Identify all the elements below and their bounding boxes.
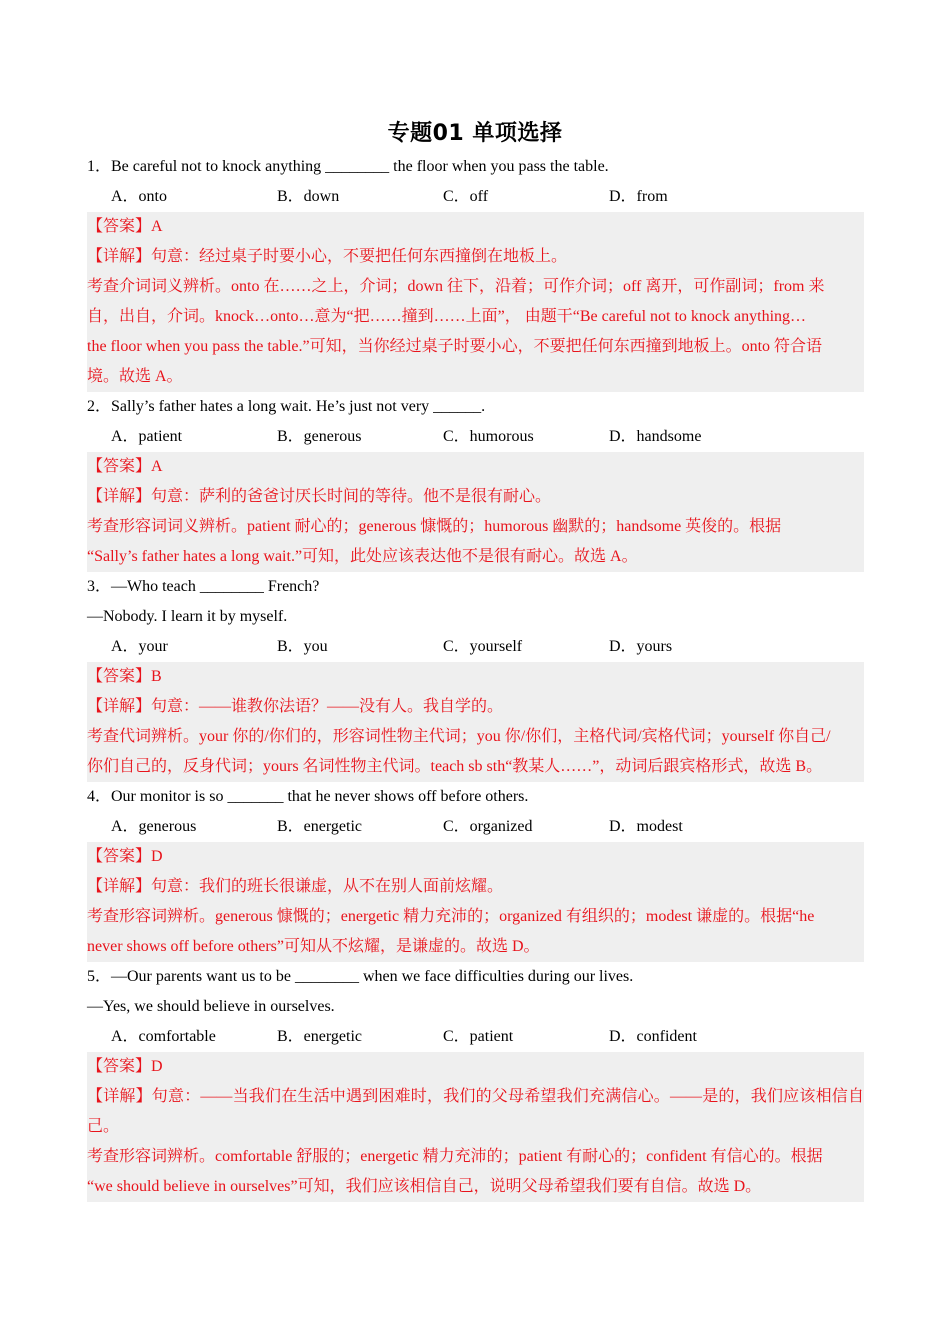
analysis-line: never shows off before others”可知从不炫耀，是谦虚的。故选 D。 (87, 938, 540, 955)
option-b: B．energetic (277, 1028, 363, 1045)
option-b: B．energetic (277, 818, 363, 835)
option-b: B．you (277, 638, 328, 655)
analysis-line: 自，出自，介词。knock…onto…意为“把……撞到……上面”， 由题干“Be careful not to knock anything… (87, 308, 807, 325)
option-d: D．from (609, 188, 668, 205)
analysis-line: 考查形容词词义辨析。patient 耐心的；generous 慷慨的；humorous 幽默的；handsome 英俊的。根据 (87, 518, 782, 535)
detail-text: 【详解】句意：我们的班长很谦虚，从不在别人面前炫耀。 (87, 878, 504, 895)
option-d: D．confident (609, 1028, 697, 1045)
option-b: B．generous (277, 428, 362, 445)
answer-block (87, 212, 864, 392)
question-stem: 5．—Our parents want us to be ________ when we face difficulties during our lives. (87, 968, 634, 985)
answer-options (87, 632, 864, 662)
page-title: 专题01 单项选择 (387, 121, 563, 146)
question-stem: 4．Our monitor is so _______ that he never shows off before others. (87, 788, 529, 805)
answer-options (87, 182, 864, 212)
option-a: A．your (111, 638, 168, 655)
analysis-line: 你们自己的，反身代词；yours 名词性物主代词。teach sb sth“教某人……”，动词后跟宾格形式，故选 B。 (87, 758, 823, 775)
answer-options (87, 1022, 864, 1052)
option-d: D．handsome (609, 428, 702, 445)
answer-options (87, 422, 864, 452)
analysis-line: 考查介词词义辨析。onto 在……之上，介词；down 往下，沿着；可作介词；off 离开，可作副词；from 来 (87, 278, 825, 295)
detail-text: 【详解】句意：萨利的爸爸讨厌长时间的等待。他不是很有耐心。 (87, 488, 552, 505)
analysis-line: “we should believe in ourselves”可知，我们应该相信自己，说明父母希望我们要有自信。故选 D。 (87, 1178, 762, 1195)
analysis-line: 考查形容词辨析。generous 慷慨的；energetic 精力充沛的；organized 有组织的；modest 谦虚的。根据“he (87, 908, 815, 925)
answer-label: 【答案】D (87, 1058, 163, 1075)
question-3 (87, 572, 864, 782)
answer-block (87, 452, 864, 572)
option-a: A．patient (111, 428, 183, 445)
answer-options (87, 812, 864, 842)
option-a: A．generous (111, 818, 197, 835)
option-b: B．down (277, 188, 340, 205)
option-c: C．humorous (443, 428, 534, 445)
answer-label: 【答案】B (87, 668, 162, 685)
answer-block (87, 1052, 864, 1202)
answer-block (87, 662, 864, 782)
analysis-line: 境。故选 A。 (87, 368, 183, 385)
answer-label: 【答案】A (87, 218, 163, 235)
option-d: D．yours (609, 638, 673, 655)
question-stem: 3．—Who teach ________ French? (87, 578, 320, 595)
question-stem: —Yes, we should believe in ourselves. (87, 998, 335, 1015)
detail-text: 【详解】句意：——谁教你法语？——没有人。我自学的。 (87, 698, 504, 715)
question-list (87, 152, 864, 1202)
question-2 (87, 392, 864, 572)
analysis-line: “Sally’s father hates a long wait.”可知，此处应该表达他不是很有耐心。故选 A。 (87, 548, 638, 565)
analysis-line: 考查形容词辨析。comfortable 舒服的；energetic 精力充沛的；patient 有耐心的；confident 有信心的。根据 (87, 1148, 823, 1165)
detail-text: 【详解】句意：经过桌子时要小心，不要把任何东西撞倒在地板上。 (87, 248, 568, 265)
option-a: A．comfortable (111, 1028, 216, 1045)
option-c: C．organized (443, 818, 533, 835)
option-c: C．yourself (443, 638, 523, 655)
answer-label: 【答案】A (87, 458, 163, 475)
question-5 (87, 962, 864, 1202)
question-stem: 1．Be careful not to knock anything ________ the floor when you pass the table. (87, 158, 609, 175)
answer-label: 【答案】D (87, 848, 163, 865)
question-1 (87, 152, 864, 392)
option-c: C．off (443, 188, 489, 205)
question-stem: 2．Sally’s father hates a long wait. He’s just not very ______. (87, 398, 486, 415)
question-stem: —Nobody. I learn it by myself. (87, 608, 288, 625)
option-d: D．modest (609, 818, 683, 835)
option-c: C．patient (443, 1028, 514, 1045)
question-4 (87, 782, 864, 962)
analysis-line: 考查代词辨析。your 你的/你们的，形容词性物主代词；you 你/你们，主格代词/宾格代词；yourself 你自己/ (87, 728, 831, 745)
option-a: A．onto (111, 188, 168, 205)
detail-text: 【详解】句意：——当我们在生活中遇到困难时，我们的父母希望我们充满信心。——是的，我们应该相信自己。 (87, 1088, 864, 1135)
analysis-line: the floor when you pass the table.”可知，当你经过桌子时要小心，不要把任何东西撞到地板上。onto 符合语 (87, 338, 823, 355)
answer-block (87, 842, 864, 962)
